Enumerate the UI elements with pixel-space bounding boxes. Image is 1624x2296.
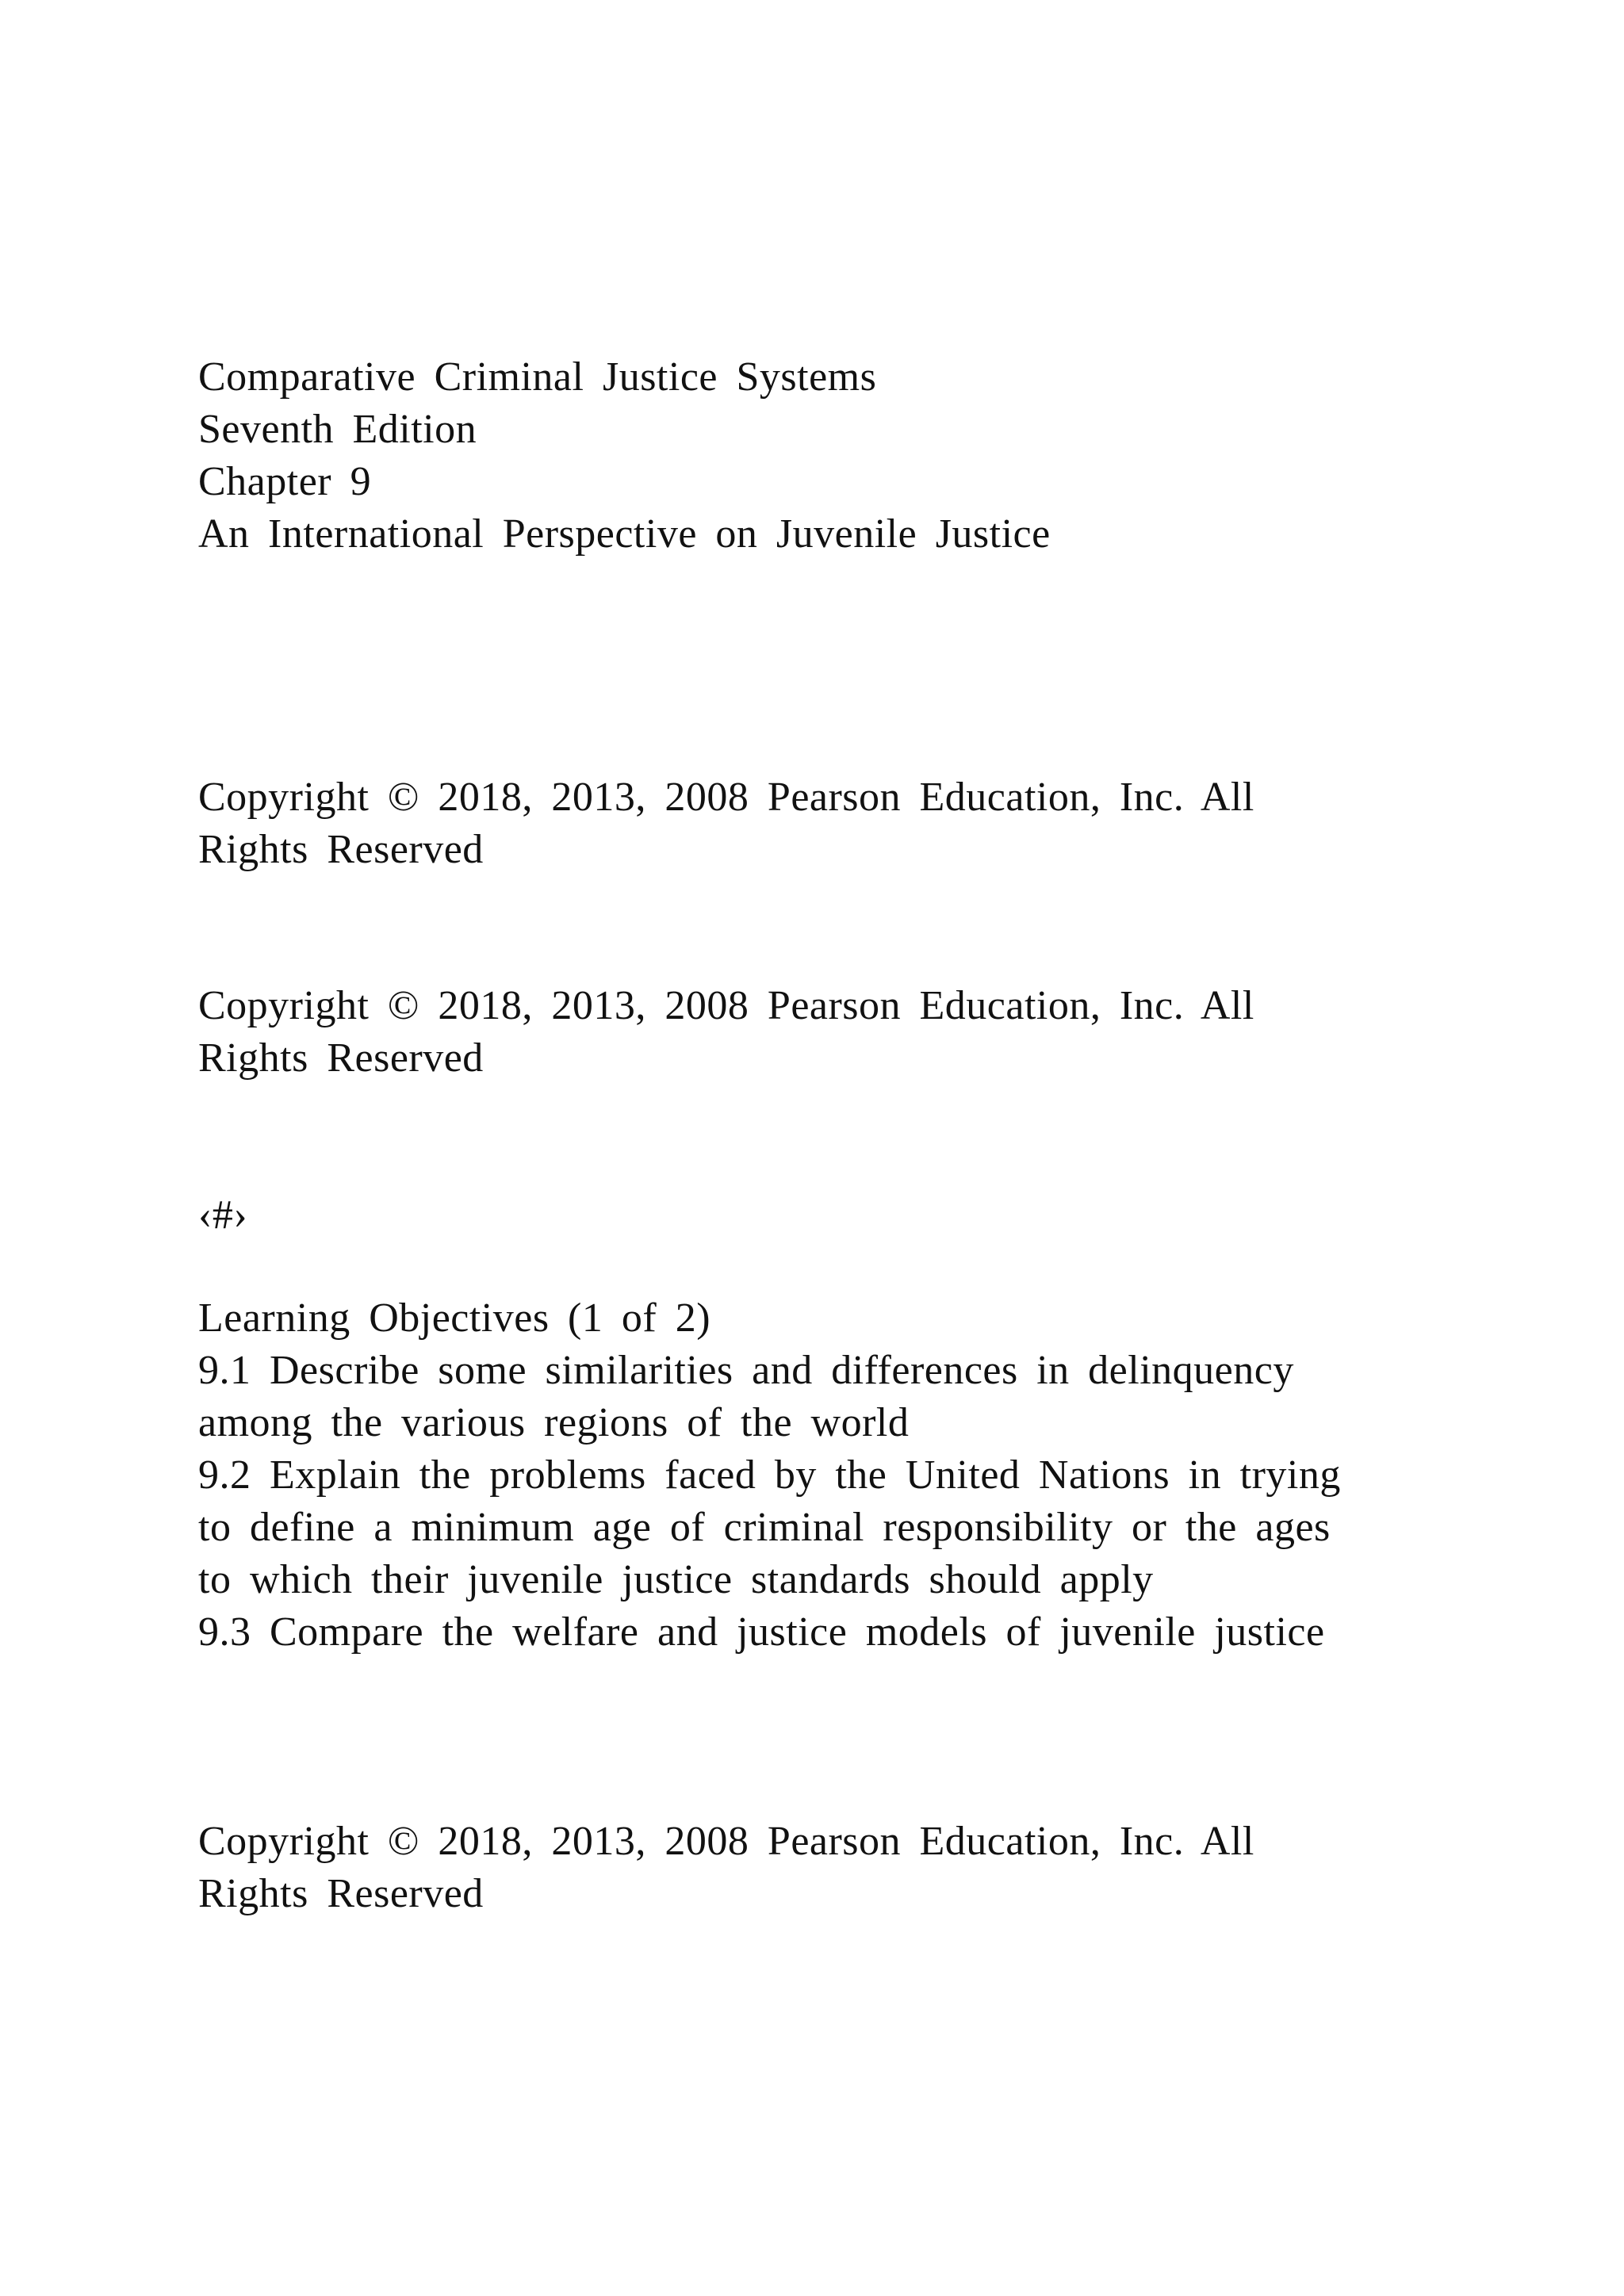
- objective-line: 9.3 Compare the welfare and justice models of juvenile justice: [198, 1609, 1325, 1655]
- edition-label: Seventh Edition: [198, 407, 477, 452]
- copyright-notice-2: [198, 980, 1546, 1085]
- book-title: Comparative Criminal Justice Systems: [198, 354, 877, 400]
- rights-line: Rights Reserved: [198, 1035, 484, 1081]
- rights-line: Rights Reserved: [198, 827, 484, 872]
- objective-line: to which their juvenile justice standards should apply: [198, 1557, 1154, 1602]
- copyright-line: Copyright © 2018, 2013, 2008 Pearson Education, Inc. All: [198, 983, 1254, 1028]
- objective-line: to define a minimum age of criminal responsibility or the ages: [198, 1505, 1331, 1550]
- rights-line: Rights Reserved: [198, 1871, 484, 1916]
- chapter-label: Chapter 9: [198, 459, 372, 504]
- slide-number: ‹#›: [198, 1192, 248, 1238]
- copyright-line: Copyright © 2018, 2013, 2008 Pearson Education, Inc. All: [198, 1819, 1254, 1864]
- objective-line: 9.1 Describe some similarities and differences in delinquency: [198, 1348, 1294, 1393]
- objective-line: among the various regions of the world: [198, 1400, 910, 1445]
- slide-number-placeholder: [198, 1189, 1546, 1242]
- chapter-title: An International Perspective on Juvenile Justice: [198, 511, 1051, 557]
- learning-objectives: [198, 1292, 1546, 1659]
- title-block: [198, 351, 1546, 561]
- copyright-notice-3: [198, 1816, 1546, 1920]
- copyright-line: Copyright © 2018, 2013, 2008 Pearson Education, Inc. All: [198, 775, 1254, 820]
- objective-line: 9.2 Explain the problems faced by the United Nations in trying: [198, 1452, 1341, 1498]
- copyright-notice-1: [198, 771, 1546, 876]
- objectives-heading: Learning Objectives (1 of 2): [198, 1295, 711, 1341]
